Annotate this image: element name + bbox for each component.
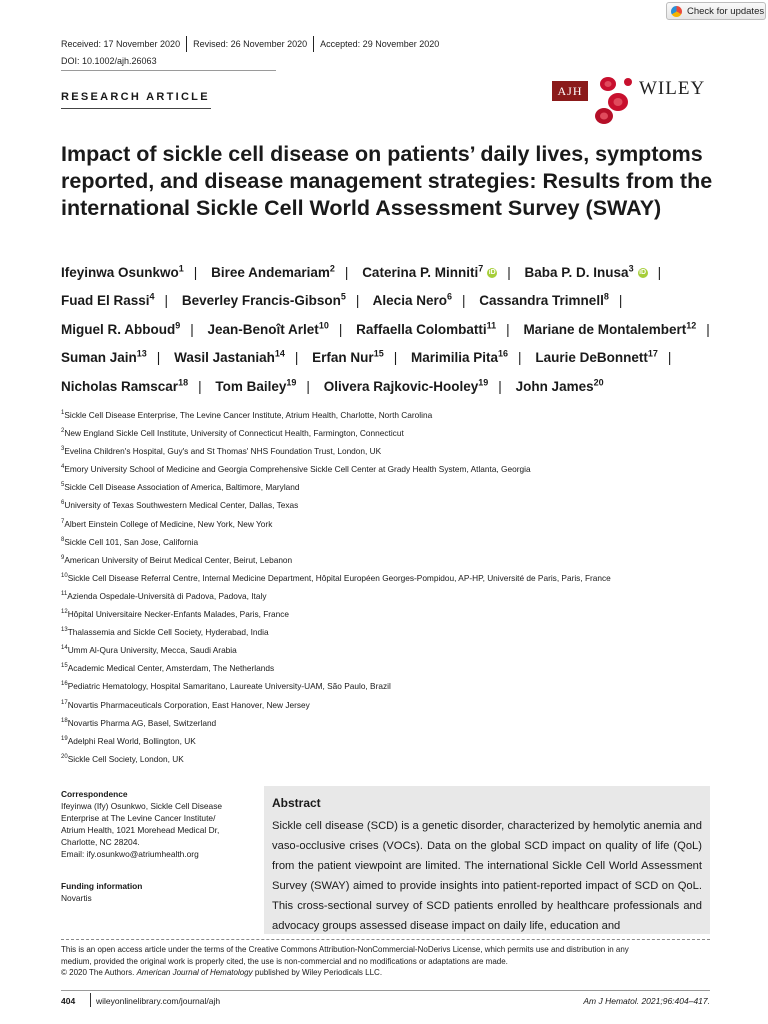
orcid-icon[interactable]: iD — [488, 268, 496, 276]
orcid-icon[interactable]: iD — [639, 268, 647, 276]
affiliation-number: 6 — [61, 500, 65, 507]
citation: Am J Hematol. 2021;96:404–417. — [583, 996, 710, 1006]
affiliation-number: 15 — [61, 663, 68, 670]
author-name[interactable] — [516, 379, 604, 394]
author-list — [61, 256, 721, 399]
affiliation-text: Sickle Cell Disease Enterprise, The Levine Cancer Institute, Atrium Health, Charlotte, North Carolina — [64, 409, 433, 420]
affiliation-number: 17 — [61, 699, 68, 706]
author-separator: | — [193, 264, 198, 280]
footer-divider — [61, 990, 710, 991]
affiliation-text: Umm Al-Qura University, Mecca, Saudi Arabia — [67, 644, 237, 655]
author-name[interactable] — [479, 293, 609, 308]
affiliation-item — [61, 696, 721, 714]
article-dates — [61, 39, 445, 52]
correspondence-line: Ifeyinwa (Ify) Osunkwo, Sickle Cell Disease — [61, 801, 223, 811]
funding-heading: Funding information — [61, 881, 143, 891]
affiliation-number: 18 — [61, 717, 68, 724]
affiliation-number: 12 — [61, 609, 68, 616]
affiliation-text: American University of Beirut Medical Center, Beirut, Lebanon — [64, 554, 293, 565]
abstract-heading: Abstract — [272, 796, 321, 810]
affiliation-item — [61, 732, 721, 750]
author-name-text: Suman Jain — [61, 350, 137, 365]
author-name-text: Wasil Jastaniah — [174, 350, 275, 365]
ajh-logo: AJH — [552, 81, 588, 101]
affiliation-item — [61, 496, 721, 514]
author-affiliation-number: 12 — [686, 320, 697, 330]
author-name-text: Fuad El Rassi — [61, 293, 150, 308]
affiliation-number: 9 — [61, 554, 65, 561]
affiliation-number: 10 — [61, 572, 68, 579]
author-separator: | — [518, 350, 522, 365]
author-affiliation-number: 20 — [593, 377, 604, 387]
author-separator: | — [706, 321, 710, 337]
author-affiliation-number: 9 — [175, 320, 181, 330]
author-name[interactable] — [208, 322, 329, 337]
affiliation-item — [61, 641, 721, 659]
funding-block — [61, 880, 251, 904]
page-number: 404 — [61, 996, 76, 1006]
journal-url[interactable]: wileyonlinelibrary.com/journal/ajh — [96, 996, 221, 1006]
author-separator: | — [156, 350, 161, 365]
affiliation-item — [61, 587, 721, 605]
doi[interactable]: DOI: 10.1002/ajh.26063 — [61, 56, 157, 66]
copyright-pre: © 2020 The Authors. — [61, 968, 137, 977]
author-name[interactable] — [411, 350, 508, 365]
correspondence-line: Atrium Health, 1021 Morehead Medical Dr, — [61, 825, 220, 835]
affiliation-number: 8 — [61, 536, 65, 543]
article-type: RESEARCH ARTICLE — [61, 91, 210, 103]
affiliation-number: 7 — [61, 518, 65, 525]
affiliation-item — [61, 478, 721, 496]
author-affiliation-number: 14 — [274, 348, 285, 359]
affiliation-item — [61, 714, 721, 732]
author-separator: | — [393, 350, 398, 365]
affiliation-number: 11 — [61, 590, 68, 597]
affiliation-item — [61, 659, 721, 677]
affiliation-text: Hôpital Universitaire Necker-Enfants Malades, Paris, France — [67, 608, 290, 619]
affiliation-text: Sickle Cell Disease Referral Centre, Internal Medicine Department, Hôpital Européen Georges-Pompidou, AP-HP, Université de Paris, Paris, France — [67, 572, 611, 583]
affiliation-text: University of Texas Southwestern Medical Center, Dallas, Texas — [64, 500, 299, 511]
author-separator: | — [338, 321, 343, 337]
affiliation-text: Evelina Children's Hospital, Guy's and St Thomas' NHS Foundation Trust, London, UK — [64, 445, 382, 456]
author-name-text: Biree Andemariam — [211, 264, 330, 280]
author-name-text: Laurie DeBonnett — [535, 350, 648, 365]
article-type-underline — [61, 108, 211, 109]
author-name[interactable] — [211, 265, 335, 280]
author-affiliation-number: 6 — [446, 291, 452, 302]
affiliation-number: 13 — [61, 627, 68, 634]
license-divider — [61, 939, 710, 940]
author-separator: | — [344, 264, 349, 280]
author-affiliation-number: 3 — [628, 263, 634, 273]
author-separator: | — [294, 350, 299, 365]
affiliation-item — [61, 515, 721, 533]
author-name[interactable] — [535, 350, 658, 365]
author-name-text: Raffaella Colombatti — [356, 321, 487, 337]
author-name[interactable] — [61, 293, 155, 308]
author-affiliation-number: 8 — [603, 291, 609, 302]
author-affiliation-number: 5 — [340, 291, 346, 302]
author-separator: | — [164, 293, 169, 308]
author-name-text: Marimilia Pita — [410, 350, 499, 365]
author-name-text: Alecia Nero — [372, 293, 447, 308]
affiliation-item — [61, 424, 721, 442]
affiliation-text: Academic Medical Center, Amsterdam, The Netherlands — [67, 663, 275, 674]
author-affiliation-number: 18 — [178, 377, 189, 387]
header-divider — [61, 70, 276, 71]
affiliation-item — [61, 533, 721, 551]
author-affiliation-number: 2 — [329, 263, 335, 273]
author-separator: | — [657, 264, 662, 280]
affiliation-item — [61, 750, 721, 768]
correspondence-heading: Correspondence — [61, 789, 128, 799]
license-notice — [61, 944, 710, 979]
author-name[interactable] — [61, 350, 147, 365]
author-name[interactable] — [523, 322, 696, 337]
author-name[interactable] — [61, 322, 180, 337]
author-name[interactable] — [182, 293, 346, 308]
author-name[interactable] — [362, 265, 497, 280]
blood-cells-icon — [592, 70, 638, 126]
author-separator: | — [198, 378, 202, 394]
author-affiliation-number: 17 — [647, 348, 658, 359]
article-title: Impact of sickle cell disease on patients’ daily lives, symptoms reported, and disease management strategies: Results from the international Sickle Cell World Assessment Survey (SWAY) — [61, 142, 713, 220]
affiliation-number: 16 — [61, 681, 68, 688]
affiliation-number: 1 — [61, 410, 65, 416]
affiliation-number: 5 — [61, 482, 65, 489]
copyright-post: published by Wiley Periodicals LLC. — [252, 968, 383, 977]
author-name-text: Mariane de Montalembert — [523, 321, 687, 337]
affiliation-item — [61, 406, 721, 424]
author-separator: | — [618, 293, 623, 308]
author-name-text: John James — [515, 378, 594, 394]
check-for-updates-button[interactable] — [666, 2, 766, 20]
affiliation-item — [61, 442, 721, 460]
accepted-date: Accepted: 29 November 2020 — [320, 39, 440, 49]
affiliation-text: Emory University School of Medicine and Georgia Comprehensive Sickle Cell Center at Grady Health System, Atlanta, Georgia — [64, 464, 531, 475]
author-name-text: Baba P. D. Inusa — [524, 264, 629, 280]
affiliation-number: 2 — [61, 428, 65, 435]
wiley-logo: WILEY — [639, 78, 706, 99]
author-name-text: Caterina P. Minniti — [362, 264, 479, 280]
author-name[interactable] — [324, 379, 489, 394]
affiliation-list — [61, 406, 721, 768]
affiliation-text: Azienda Ospedale-Università di Padova, Padova, Italy — [67, 590, 267, 601]
affiliation-text: Thalassemia and Sickle Cell Society, Hyderabad, India — [67, 626, 269, 637]
author-name[interactable] — [61, 265, 184, 280]
author-name[interactable] — [174, 350, 285, 365]
affiliation-item — [61, 460, 721, 478]
author-affiliation-number: 15 — [373, 348, 384, 359]
check-updates-icon — [671, 6, 682, 17]
author-affiliation-number: 10 — [318, 320, 329, 330]
journal-name: American Journal of Hematology — [136, 968, 253, 977]
author-name[interactable] — [215, 379, 296, 394]
license-line: medium, provided the original work is properly cited, the use is non-commercial and no modifications or adaptations are made. — [61, 956, 508, 966]
correspondence-line: Enterprise at The Levine Cancer Institute/ — [61, 813, 216, 823]
author-affiliation-number: 1 — [178, 263, 184, 273]
affiliation-text: Sickle Cell Disease Association of America, Baltimore, Maryland — [64, 482, 300, 493]
author-separator: | — [190, 321, 194, 337]
author-name-text: Miguel R. Abboud — [61, 321, 176, 337]
author-name[interactable] — [525, 265, 648, 280]
author-separator: | — [506, 321, 510, 337]
correspondence-email[interactable]: Email: ify.osunkwo@atriumhealth.org — [61, 849, 199, 859]
author-name[interactable] — [356, 322, 496, 337]
author-separator: | — [498, 378, 502, 394]
author-affiliation-number: 19 — [286, 377, 297, 387]
affiliation-number: 3 — [61, 446, 65, 453]
affiliation-item — [61, 677, 721, 695]
author-name[interactable] — [61, 379, 188, 394]
abstract-text: Sickle cell disease (SCD) is a genetic disorder, characterized by hemolytic anemia and vaso-occlusive crises (VOCs). Data on the global SCD impact on quality of life (QoL) from the patient viewpoint are limited. The international Sickle Cell World Assessment Survey (SWAY) aimed to provide insights into patient-reported impact of SCD on QoL. This cross-sectional survey of SCD patients enrolled by healthcare professionals and advocacy groups assessed disease impact on daily life, education and — [272, 820, 702, 932]
author-name[interactable] — [312, 350, 384, 365]
author-separator: | — [461, 293, 466, 308]
author-affiliation-number: 4 — [149, 291, 155, 302]
author-name-text: Olivera Rajkovic-Hooley — [323, 378, 479, 394]
author-name-text: Nicholas Ramscar — [61, 378, 179, 394]
revised-date: Revised: 26 November 2020 — [193, 39, 308, 49]
affiliation-item — [61, 605, 721, 623]
author-name-text: Tom Bailey — [215, 378, 287, 394]
author-separator: | — [355, 293, 360, 308]
author-name-text: Jean-Benoît Arlet — [207, 321, 319, 337]
affiliation-text: Albert Einstein College of Medicine, New York, New York — [64, 518, 273, 529]
author-affiliation-number: 11 — [486, 320, 497, 330]
author-affiliation-number: 16 — [498, 348, 509, 359]
affiliation-number: 4 — [61, 464, 65, 471]
license-line: This is an open access article under the terms of the Creative Commons Attribution-NonCommercial-NoDerivs License, which permits use and distribution in any — [61, 945, 629, 954]
affiliation-number: 20 — [61, 753, 68, 760]
affiliation-item — [61, 551, 721, 569]
affiliation-text: Novartis Pharmaceuticals Corporation, East Hanover, New Jersey — [67, 699, 310, 710]
author-name-text: Cassandra Trimnell — [479, 293, 604, 308]
author-separator: | — [507, 264, 511, 280]
affiliation-text: Pediatric Hematology, Hospital Samaritano, Laureate University-UAM, São Paulo, Brazil — [67, 681, 391, 692]
author-affiliation-number: 19 — [478, 377, 489, 387]
affiliation-text: Novartis Pharma AG, Basel, Switzerland — [67, 717, 217, 728]
author-name-text: Ifeyinwa Osunkwo — [61, 264, 179, 280]
affiliation-number: 14 — [61, 645, 68, 652]
author-separator: | — [667, 350, 672, 365]
author-separator: | — [306, 378, 310, 394]
abstract-box — [264, 786, 710, 934]
author-name-text: Beverley Francis-Gibson — [181, 293, 341, 308]
correspondence-block — [61, 788, 251, 860]
affiliation-text: New England Sickle Cell Institute, University of Connecticut Health, Farmington, Connecticut — [64, 427, 404, 438]
funding-text: Novartis — [61, 893, 92, 903]
affiliation-number: 19 — [61, 735, 68, 742]
affiliation-text: Sickle Cell Society, London, UK — [67, 753, 184, 764]
affiliation-item — [61, 569, 721, 587]
author-name-text: Erfan Nur — [312, 350, 374, 365]
copyright-line — [61, 967, 710, 979]
correspondence-line: Charlotte, NC 28204. — [61, 837, 140, 847]
author-name[interactable] — [373, 293, 452, 308]
author-affiliation-number: 13 — [136, 348, 147, 359]
affiliation-text: Sickle Cell 101, San Jose, California — [64, 536, 199, 547]
affiliation-text: Adelphi Real World, Bollington, UK — [67, 735, 196, 746]
check-updates-label: Check for updates — [687, 6, 765, 17]
footer-separator — [90, 993, 91, 1007]
author-affiliation-number: 7 — [478, 263, 484, 273]
affiliation-item — [61, 623, 721, 641]
received-date: Received: 17 November 2020 — [61, 39, 181, 49]
